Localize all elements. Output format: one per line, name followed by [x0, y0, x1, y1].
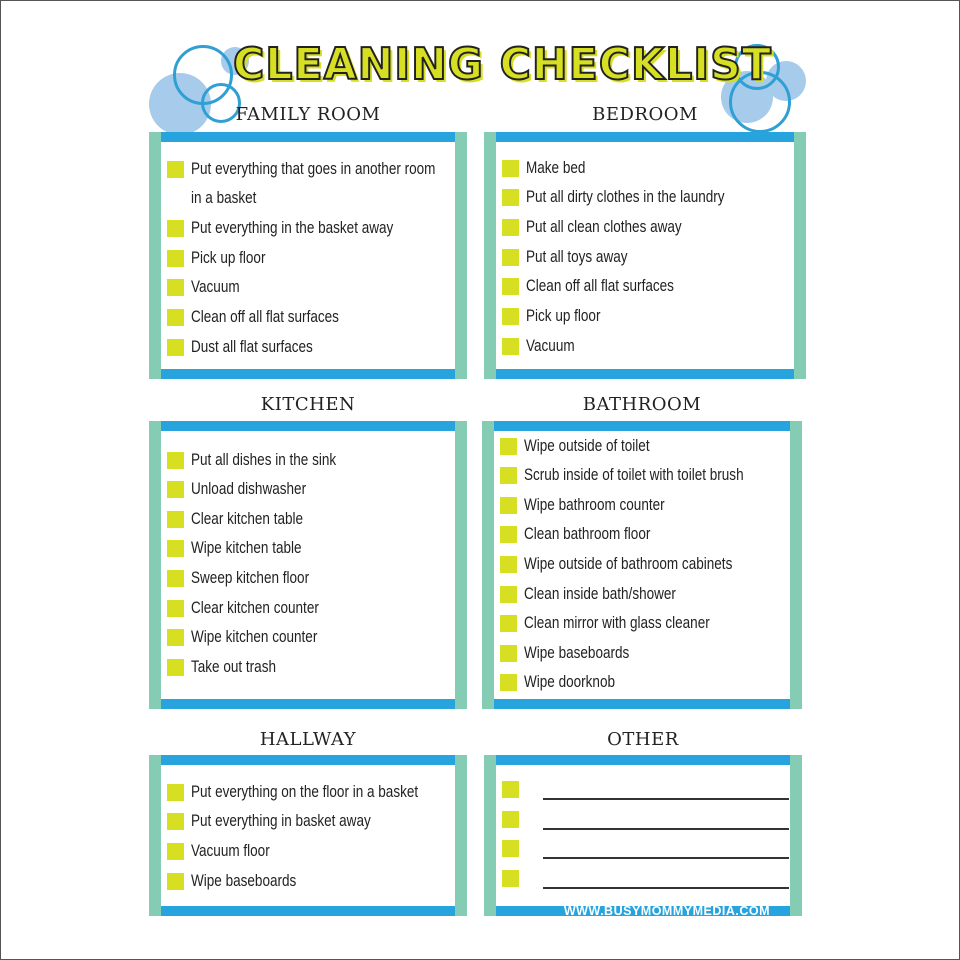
checklist-item[interactable]: [500, 583, 709, 605]
checklist-item[interactable]: [502, 216, 716, 238]
checklist-item[interactable]: [167, 449, 368, 471]
checkbox[interactable]: [167, 629, 184, 646]
checkbox[interactable]: [167, 813, 184, 830]
checkbox[interactable]: [500, 526, 517, 543]
checkbox[interactable]: [502, 811, 519, 828]
kitchen-checklist: [149, 421, 467, 709]
blank-write-in-line[interactable]: [543, 887, 789, 889]
checkbox[interactable]: [167, 540, 184, 557]
checkbox[interactable]: [167, 279, 184, 296]
checklist-item[interactable]: [502, 276, 706, 298]
checklist-item[interactable]: [167, 538, 326, 560]
checklist-item[interactable]: [167, 840, 287, 862]
checkbox[interactable]: [167, 339, 184, 356]
checklist-item[interactable]: [500, 465, 792, 487]
checklist-item[interactable]: [167, 307, 371, 329]
checklist-item-label: Clean bathroom floor: [524, 525, 651, 544]
website-url: WWW.BUSYMOMMYMEDIA.COM: [563, 904, 770, 918]
checkbox[interactable]: [167, 843, 184, 860]
checkbox[interactable]: [167, 873, 184, 890]
checklist-item-label: Clean off all flat surfaces: [191, 308, 339, 326]
checklist-item-label: Put everything in basket away: [191, 812, 371, 831]
checklist-item-label: Clean mirror with glass cleaner: [524, 614, 710, 633]
checkbox[interactable]: [502, 840, 519, 857]
page-title: CLEANING CHECKLIST: [233, 39, 772, 90]
checklist-item[interactable]: [502, 306, 617, 328]
section-heading-bathroom: BATHROOM: [582, 394, 702, 415]
checklist-item-label: Clean off all flat surfaces: [526, 277, 674, 296]
checkbox[interactable]: [500, 615, 517, 632]
checklist-item-label: Pick up floor: [526, 307, 601, 325]
checkbox[interactable]: [500, 438, 517, 455]
blank-write-in-line[interactable]: [543, 857, 789, 859]
checkbox[interactable]: [167, 452, 184, 469]
checklist-item[interactable]: [167, 656, 295, 678]
checklist-item[interactable]: [167, 158, 489, 180]
checkbox[interactable]: [500, 556, 517, 573]
checklist-item[interactable]: [502, 246, 650, 268]
checklist-item-label: Unload dishwasher: [191, 480, 307, 499]
checklist-item[interactable]: [167, 567, 335, 589]
section-heading-bedroom: BEDROOM: [592, 104, 698, 125]
family-room-checklist: [149, 132, 467, 379]
checklist-item-label: Wipe outside of bathroom cabinets: [524, 554, 733, 573]
checklist-item[interactable]: [167, 277, 250, 299]
checklist-item[interactable]: [167, 781, 468, 803]
bathroom-checklist: [482, 421, 802, 709]
checklist-item[interactable]: [500, 435, 677, 457]
checklist-item[interactable]: [500, 524, 678, 546]
checklist-item-label: Clear kitchen table: [191, 509, 304, 528]
checkbox[interactable]: [167, 659, 184, 676]
checkbox[interactable]: [500, 674, 517, 691]
checkbox[interactable]: [502, 278, 519, 295]
checklist-item-label: Clear kitchen counter: [191, 598, 319, 617]
checklist-item[interactable]: [167, 479, 331, 501]
checklist-item-label: Scrub inside of toilet with toilet brush: [524, 466, 744, 485]
checklist-item-label: Vacuum: [191, 278, 240, 297]
checklist-item-label: Wipe bathroom counter: [524, 495, 665, 514]
checkbox[interactable]: [167, 161, 184, 178]
checkbox[interactable]: [167, 220, 184, 237]
checklist-item[interactable]: [167, 336, 340, 358]
checklist-item[interactable]: [500, 672, 635, 694]
checklist-item-label: Wipe baseboards: [524, 643, 630, 662]
checklist-item[interactable]: [167, 188, 271, 210]
checklist-item-label: Put all toys away: [526, 247, 628, 266]
blank-write-in-line[interactable]: [543, 798, 789, 800]
checkbox[interactable]: [500, 645, 517, 662]
other-checklist: [484, 755, 802, 916]
checklist-item-label: Clean inside bath/shower: [524, 584, 676, 603]
checklist-item-label: Dust all flat surfaces: [191, 337, 313, 356]
checklist-item-label: Pick up floor: [191, 248, 266, 267]
section-heading-kitchen: KITCHEN: [260, 394, 356, 415]
checklist-item-label: Put all clean clothes away: [526, 217, 682, 236]
checklist-item[interactable]: [502, 157, 598, 179]
checkbox[interactable]: [167, 511, 184, 528]
checkbox[interactable]: [502, 781, 519, 798]
checklist-item[interactable]: [167, 247, 282, 269]
checklist-item-label: Put everything that goes in another room: [191, 159, 436, 178]
checkbox[interactable]: [502, 308, 519, 325]
checkbox[interactable]: [500, 497, 517, 514]
checklist-item-label: Make bed: [526, 158, 586, 177]
checklist-item-label: Take out trash: [191, 657, 276, 676]
checklist-item[interactable]: [500, 613, 751, 635]
checkbox[interactable]: [167, 309, 184, 326]
checklist-item-label: Vacuum: [526, 336, 575, 355]
checklist-item[interactable]: [167, 597, 347, 619]
checklist-item[interactable]: [502, 187, 768, 209]
checklist-item[interactable]: [167, 627, 345, 649]
checklist-item[interactable]: [167, 217, 438, 239]
checklist-item-label: Sweep kitchen floor: [191, 568, 310, 587]
checkbox[interactable]: [502, 249, 519, 266]
checklist-item-label: Wipe kitchen counter: [191, 628, 318, 647]
checklist-item-label: Put all dirty clothes in the laundry: [526, 188, 725, 207]
checklist-item-label: Wipe kitchen table: [191, 539, 302, 558]
checklist-item[interactable]: [502, 335, 585, 357]
checkbox[interactable]: [167, 570, 184, 587]
checklist-item[interactable]: [500, 642, 652, 664]
checkbox[interactable]: [502, 870, 519, 887]
checkbox[interactable]: [502, 219, 519, 236]
checkbox[interactable]: [500, 467, 517, 484]
checklist-item-label: Wipe baseboards: [191, 871, 297, 890]
checklist-item[interactable]: [167, 811, 410, 833]
checkbox[interactable]: [502, 189, 519, 206]
checklist-item-label: in a basket: [191, 189, 257, 208]
section-heading-hallway: HALLWAY: [259, 729, 357, 750]
checklist-item[interactable]: [500, 553, 778, 575]
checklist-item-label: Wipe outside of toilet: [524, 436, 650, 455]
checkbox[interactable]: [167, 250, 184, 267]
section-heading-family-room: FAMILY ROOM: [235, 104, 381, 125]
checklist-item[interactable]: [500, 494, 696, 516]
checklist-item-label: Wipe doorknob: [524, 673, 616, 692]
checkbox[interactable]: [167, 784, 184, 801]
bedroom-checklist: [484, 132, 806, 379]
checklist-item-label: Put everything in the basket away: [191, 218, 394, 237]
checklist-item-label: Vacuum floor: [191, 841, 270, 860]
checkbox[interactable]: [502, 338, 519, 355]
checkbox[interactable]: [167, 481, 184, 498]
checkbox[interactable]: [167, 600, 184, 617]
checklist-item-label: Put all dishes in the sink: [191, 450, 337, 469]
checkbox[interactable]: [502, 160, 519, 177]
hallway-checklist: [149, 755, 467, 916]
section-heading-other: OTHER: [607, 729, 679, 750]
blank-write-in-line[interactable]: [543, 828, 789, 830]
checklist-item[interactable]: [167, 870, 319, 892]
checklist-item[interactable]: [167, 508, 328, 530]
checklist-item-label: Put everything on the floor in a basket: [191, 782, 419, 801]
checkbox[interactable]: [500, 586, 517, 603]
